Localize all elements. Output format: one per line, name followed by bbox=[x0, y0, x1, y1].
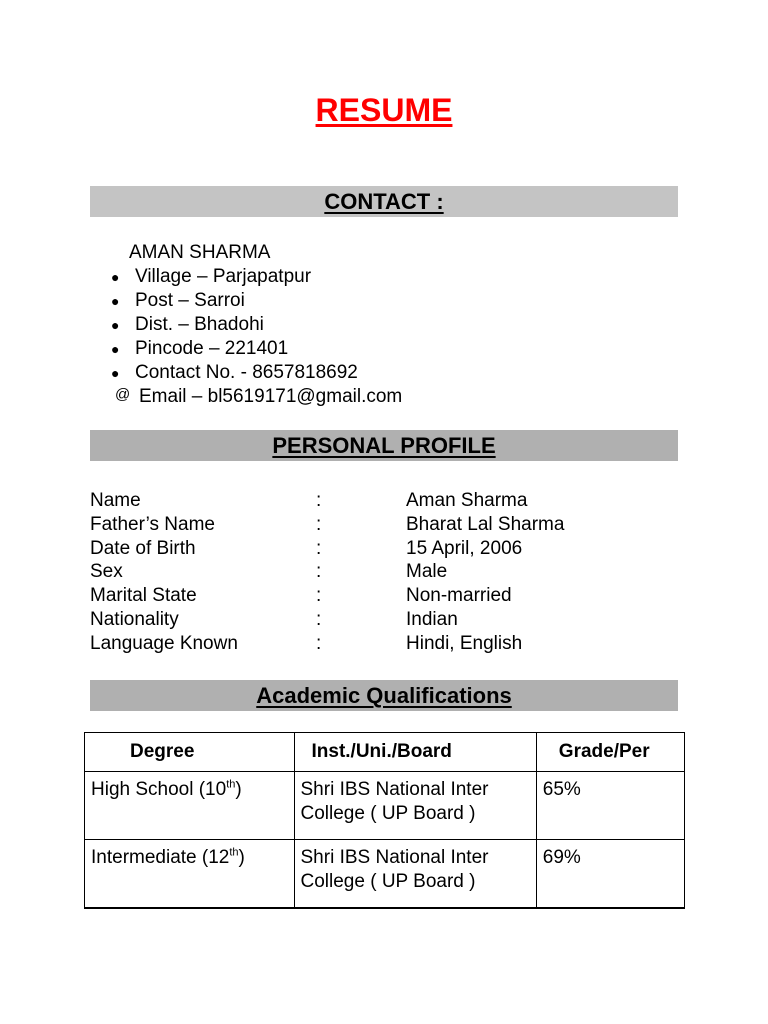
institution-line: College ( UP Board ) bbox=[300, 803, 476, 824]
profile-value: Male bbox=[406, 561, 448, 583]
column-header-grade: Grade/Per bbox=[536, 733, 684, 772]
institution-line: Shri IBS National Inter bbox=[300, 779, 489, 800]
profile-value: Aman Sharma bbox=[406, 490, 528, 511]
contact-phone: Contact No. - 8657818692 bbox=[135, 362, 358, 383]
degree-text: High School (10 bbox=[91, 779, 227, 800]
contact-heading: CONTACT : bbox=[324, 189, 444, 214]
column-header-institution: Inst./Uni./Board bbox=[294, 733, 536, 772]
profile-colon: : bbox=[316, 490, 322, 511]
profile-row bbox=[90, 560, 564, 584]
profile-value: 15 April, 2006 bbox=[406, 537, 523, 559]
at-sign-icon: @ bbox=[115, 386, 131, 403]
profile-colon: : bbox=[316, 537, 322, 559]
profile-row bbox=[90, 489, 564, 513]
academic-table bbox=[84, 732, 685, 909]
contact-item bbox=[108, 337, 402, 361]
degree-cell bbox=[85, 840, 295, 909]
bullet-icon: ● bbox=[111, 341, 120, 357]
bullet-icon: ● bbox=[111, 269, 120, 285]
contact-item bbox=[108, 313, 402, 337]
profile-row bbox=[90, 584, 564, 608]
profile-colon: : bbox=[316, 585, 322, 607]
contact-village: Village – Parjapatpur bbox=[135, 266, 312, 287]
institution-cell bbox=[294, 772, 536, 840]
academic-section-header bbox=[90, 680, 678, 711]
profile-label: Date of Birth bbox=[90, 537, 196, 559]
contact-name: AMAN SHARMA bbox=[129, 242, 271, 263]
profile-label: Father’s Name bbox=[90, 513, 215, 535]
profile-value: Bharat Lal Sharma bbox=[406, 513, 565, 535]
profile-section-header bbox=[90, 430, 678, 461]
contact-item bbox=[108, 289, 402, 313]
institution-line: Shri IBS National Inter bbox=[300, 847, 489, 868]
contact-post: Post – Sarroi bbox=[135, 290, 245, 311]
contact-email: Email – bl5619171@gmail.com bbox=[139, 386, 403, 407]
profile-row bbox=[90, 632, 564, 656]
contact-item bbox=[108, 361, 402, 385]
profile-row bbox=[90, 537, 564, 561]
contact-block bbox=[108, 241, 402, 409]
profile-label: Nationality bbox=[90, 608, 179, 630]
profile-value: Non-married bbox=[406, 585, 512, 607]
degree-sup: th bbox=[229, 846, 239, 859]
table-row bbox=[85, 840, 685, 909]
degree-end: ) bbox=[238, 847, 245, 868]
contact-item bbox=[108, 265, 402, 289]
contact-district: Dist. – Bhadohi bbox=[135, 314, 264, 335]
profile-colon: : bbox=[316, 632, 322, 654]
profile-heading: PERSONAL PROFILE bbox=[272, 433, 496, 458]
profile-block bbox=[90, 489, 564, 656]
institution-cell bbox=[294, 840, 536, 909]
profile-colon: : bbox=[316, 608, 322, 630]
profile-label: Sex bbox=[90, 561, 123, 583]
profile-label: Language Known bbox=[90, 632, 238, 654]
resume-title: RESUME bbox=[315, 92, 453, 128]
profile-colon: : bbox=[316, 513, 322, 535]
profile-row bbox=[90, 608, 564, 632]
contact-item bbox=[108, 385, 402, 409]
profile-colon: : bbox=[316, 561, 322, 583]
profile-label: Marital State bbox=[90, 585, 197, 607]
profile-row bbox=[90, 513, 564, 537]
contact-pincode: Pincode – 221401 bbox=[135, 338, 289, 359]
degree-text: Intermediate (12 bbox=[91, 847, 230, 868]
bullet-icon: ● bbox=[111, 317, 120, 333]
profile-label: Name bbox=[90, 490, 141, 511]
table-row bbox=[85, 772, 685, 840]
table-header-row bbox=[85, 733, 685, 772]
column-header-degree: Degree bbox=[85, 733, 295, 772]
degree-sup: th bbox=[226, 778, 236, 791]
profile-value: Hindi, English bbox=[406, 632, 523, 654]
grade-cell: 69% bbox=[536, 840, 684, 909]
grade-cell: 65% bbox=[536, 772, 684, 840]
profile-value: Indian bbox=[406, 608, 458, 630]
bullet-icon: ● bbox=[111, 365, 120, 381]
contact-section-header bbox=[90, 186, 678, 217]
bullet-icon: ● bbox=[111, 293, 120, 309]
degree-cell bbox=[85, 772, 295, 840]
academic-heading: Academic Qualifications bbox=[256, 683, 512, 708]
institution-line: College ( UP Board ) bbox=[300, 871, 476, 892]
degree-end: ) bbox=[235, 779, 242, 800]
